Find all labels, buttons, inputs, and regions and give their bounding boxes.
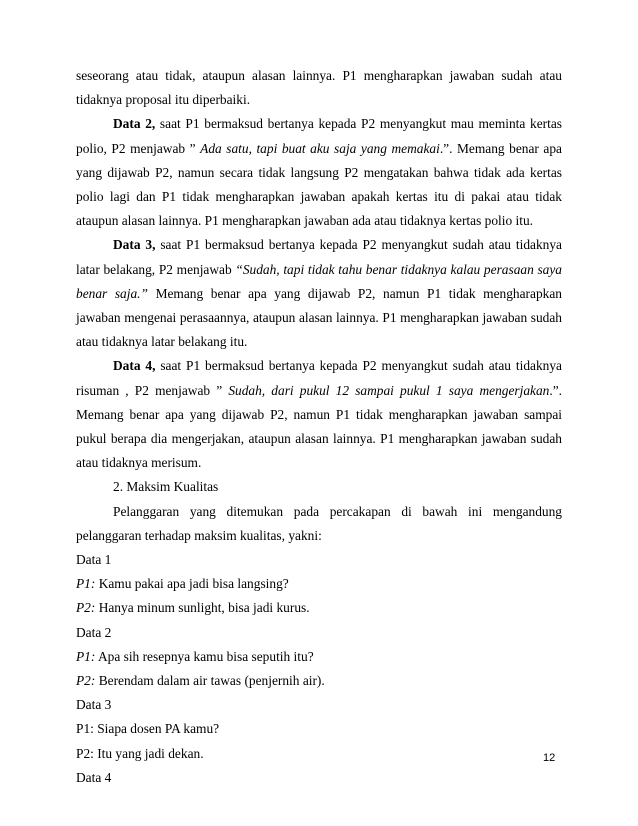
data-2-quote: Ada satu, tapi buat aku saja yang memakai bbox=[200, 140, 440, 156]
data-2-text-b: .”. Memang benar apa yang dijawab P2, namun secara tidak langsung P2 mengatakan bahwa tidak ada kertas polio lagi dan P1 tidak mengharapkan jawaban apakah kertas itu di pakai atau tidak ataupun alasan lainnya. P1 mengharapkan jawaban ada atau tidaknya kertas polio itu. bbox=[76, 140, 562, 229]
document-page bbox=[76, 64, 562, 790]
paragraph-data-2 bbox=[76, 112, 562, 233]
data-4-quote: Sudah, dari pukul 12 sampai pukul 1 saya mengerjakan bbox=[228, 382, 550, 398]
data-4-text-a: saat P1 bermaksud bertanya kepada P2 menyangkut sudah atau tidaknya risuman , P2 menjawab ” bbox=[76, 358, 562, 398]
data-3-p1-line: P1: Siapa dosen PA kamu? bbox=[76, 721, 220, 737]
page-number: 12 bbox=[543, 752, 556, 764]
paragraph-continuation: seseorang atau tidak, ataupun alasan lainnya. P1 mengharapkan jawaban sudah atau tidaknya proposal itu diperbaiki. bbox=[76, 68, 562, 108]
speaker-p1: P1: bbox=[76, 576, 96, 592]
data-1-p2-line bbox=[76, 596, 562, 620]
data-3-text-a: saat P1 bermaksud bertanya kepada P2 menyangkut sudah atau tidaknya latar belakang, P2 menjawab bbox=[76, 237, 562, 277]
utterance: Apa sih resepnya kamu bisa seputih itu? bbox=[95, 648, 314, 664]
paragraph-data-4 bbox=[76, 354, 562, 475]
data-3-text-b: Memang benar apa yang dijawab P2, namun P1 tidak mengharapkan jawaban mengenai perasaannya, ataupun alasan lainnya. P1 mengharapkan jawaban sudah atau tidaknya latar belakang itu. bbox=[76, 285, 562, 350]
data-2-p2-line bbox=[76, 669, 562, 693]
utterance: Hanya minum sunlight, bisa jadi kurus. bbox=[95, 600, 310, 616]
section-heading: 2. Maksim Kualitas bbox=[113, 479, 219, 495]
utterance: Berendam dalam air tawas (penjernih air). bbox=[95, 673, 325, 689]
speaker-p1: P1: bbox=[76, 648, 96, 664]
data-3-title: Data 3 bbox=[76, 697, 112, 713]
data-2-title: Data 2 bbox=[76, 624, 112, 640]
paragraph-data-3 bbox=[76, 233, 562, 354]
data-3-p2-line: P2: Itu yang jadi dekan. bbox=[76, 745, 204, 761]
data-1-title: Data 1 bbox=[76, 552, 112, 568]
data-2-p1-line bbox=[76, 645, 562, 669]
data-2-text-a: saat P1 bermaksud bertanya kepada P2 menyangkut mau meminta kertas polio, P2 menjawab ” bbox=[76, 116, 562, 156]
data-3-label: Data 3, bbox=[113, 237, 156, 253]
speaker-p2: P2: bbox=[76, 673, 96, 689]
data-4-title: Data 4 bbox=[76, 769, 112, 785]
data-4-label: Data 4, bbox=[113, 358, 156, 374]
data-4-text-b: .”. Memang benar apa yang dijawab P2, namun P1 tidak mengharapkan jawaban sampai pukul berapa dia mengerjakan, ataupun alasan lainnya. P1 mengharapkan jawaban sudah atau tidaknya merisum. bbox=[76, 382, 562, 471]
speaker-p2: P2: bbox=[76, 600, 96, 616]
data-2-label: Data 2, bbox=[113, 116, 156, 132]
utterance: Kamu pakai apa jadi bisa langsing? bbox=[95, 576, 289, 592]
data-1-p1-line bbox=[76, 572, 562, 596]
data-3-quote: “Sudah, tapi tidak tahu benar tidaknya kalau perasaan saya benar saja.” bbox=[76, 261, 563, 301]
paragraph-intro: Pelanggaran yang ditemukan pada percakapan di bawah ini mengandung pelanggaran terhadap maksim kualitas, yakni: bbox=[76, 503, 562, 543]
